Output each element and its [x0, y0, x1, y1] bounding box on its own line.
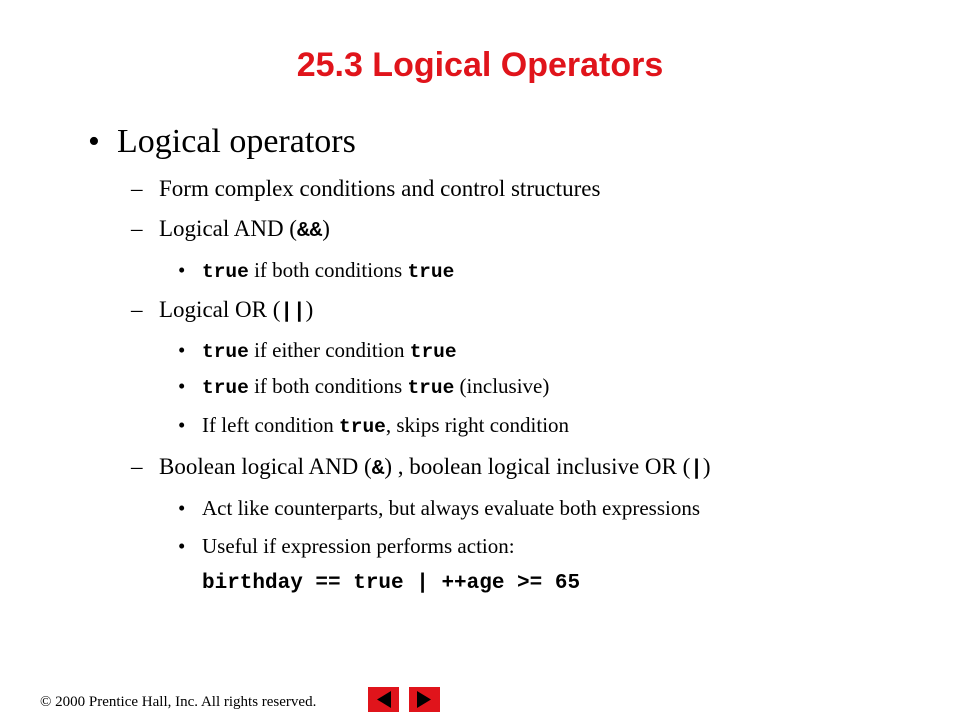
- text-segment: ): [702, 454, 711, 479]
- sub-item-text: [159, 216, 330, 243]
- detail-text: [202, 413, 569, 438]
- detail-text: [202, 374, 549, 399]
- text-segment: if both conditions: [248, 258, 408, 282]
- detail-text: Act like counterparts, but always evaluate both expressions: [202, 496, 701, 520]
- bullet-marker: •: [178, 258, 186, 282]
- previous-slide-button[interactable]: [368, 687, 399, 712]
- code-keyword: true: [407, 261, 455, 283]
- text-segment: if either condition: [248, 338, 410, 362]
- code-keyword: true: [409, 341, 457, 363]
- text-segment: ): [305, 297, 314, 322]
- next-slide-button[interactable]: [409, 687, 440, 712]
- detail-text: [202, 338, 457, 363]
- slide-title: 25.3 Logical Operators: [296, 46, 664, 84]
- text-segment: Logical AND (: [159, 216, 297, 241]
- code-keyword: true: [339, 416, 386, 438]
- bullet-marker: •: [178, 534, 186, 558]
- text-segment: , skips right condition: [385, 413, 570, 437]
- bullet-marker: •: [178, 374, 186, 398]
- dash-marker: –: [131, 176, 143, 201]
- code-example: birthday == true | ++age >= 65: [202, 572, 581, 595]
- bullet-marker: •: [178, 413, 186, 437]
- text-segment: ): [322, 216, 330, 241]
- code-keyword: true: [202, 377, 249, 399]
- sub-item-text: [159, 297, 313, 324]
- code-keyword: true: [202, 341, 249, 363]
- code-operator: &&: [296, 220, 323, 243]
- text-segment: ) , boolean logical inclusive OR (: [384, 454, 691, 479]
- arrow-right-icon: [409, 687, 440, 712]
- code-operator: &: [371, 458, 385, 481]
- code-keyword: true: [202, 261, 249, 283]
- code-operator: ||: [280, 301, 306, 324]
- text-segment: Logical OR (: [159, 297, 281, 322]
- detail-text: Useful if expression performs action:: [202, 534, 515, 558]
- code-operator: |: [690, 458, 703, 481]
- bullet-marker: •: [178, 496, 186, 520]
- arrow-left-icon: [368, 687, 399, 712]
- main-bullet-text: Logical operators: [117, 123, 356, 160]
- detail-text: [202, 258, 454, 283]
- text-segment: If left condition: [202, 413, 340, 437]
- dash-marker: –: [131, 454, 143, 479]
- dash-marker: –: [131, 297, 143, 322]
- text-segment: Boolean logical AND (: [159, 454, 372, 479]
- text-segment: if both conditions: [248, 374, 408, 398]
- bullet-marker: •: [178, 338, 186, 362]
- sub-item-text: [159, 454, 711, 481]
- copyright-footer: © 2000 Prentice Hall, Inc. All rights reserved.: [40, 694, 317, 710]
- text-segment: (inclusive): [454, 374, 550, 398]
- sub-item-text: Form complex conditions and control structures: [159, 176, 601, 201]
- dash-marker: –: [131, 216, 143, 241]
- bullet-marker: •: [88, 123, 100, 160]
- code-keyword: true: [407, 377, 455, 399]
